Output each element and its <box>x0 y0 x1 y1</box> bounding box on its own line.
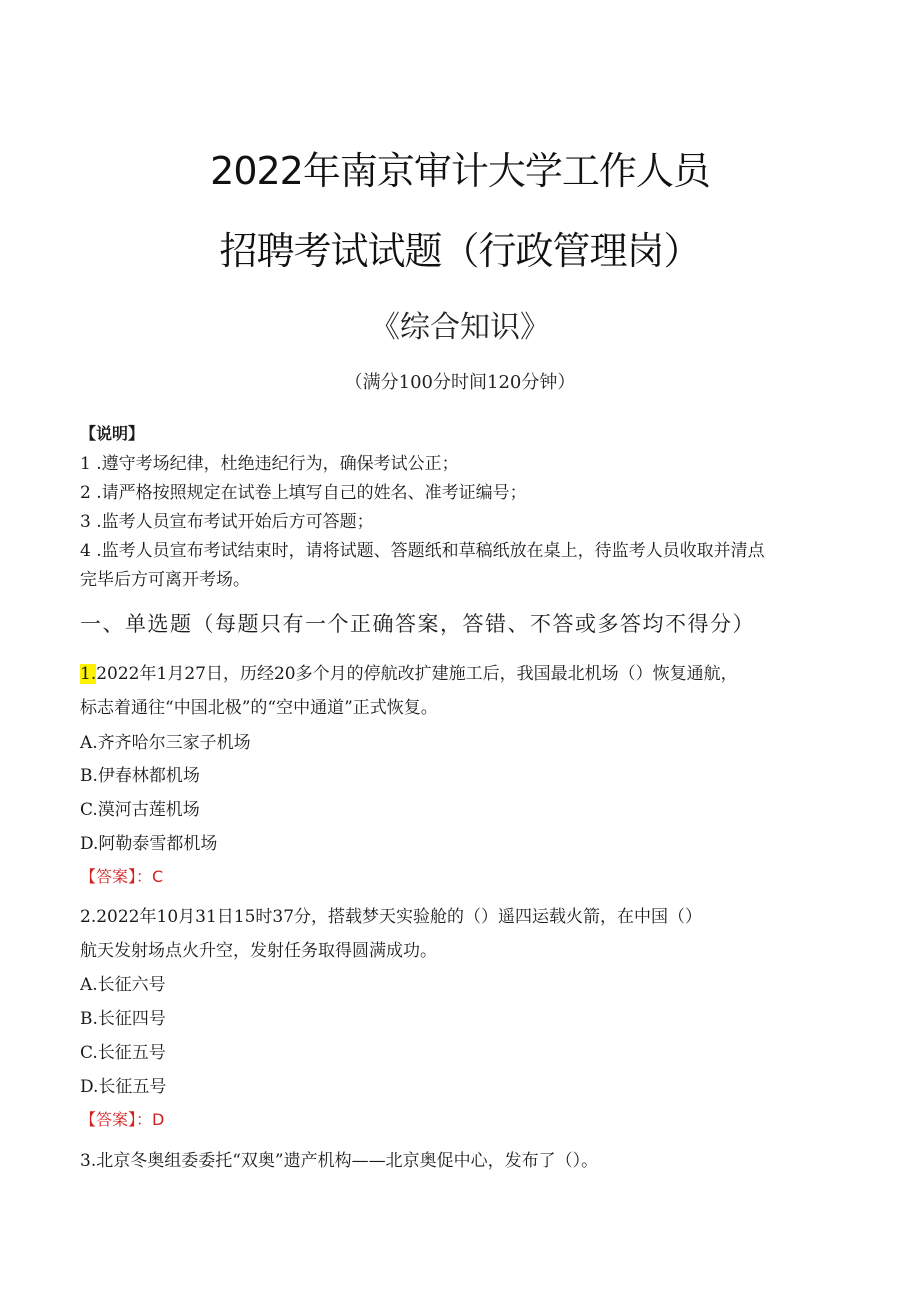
title-line-1: 2022年南京审计大学工作人员 <box>210 149 710 193</box>
question-1-number: 1. <box>80 664 97 684</box>
question-2-option-d: D.长征五号 <box>80 1077 167 1097</box>
question-1-line-1 <box>80 659 738 684</box>
question-2-number: 2. <box>80 907 97 927</box>
question-1-option-b: B.伊春林都机场 <box>80 766 200 786</box>
question-1-line-2: 标志着通往“中国北极”的“空中通道”正式恢复。 <box>80 698 438 718</box>
question-1-text: 2022年1月27日，历经20多个月的停航改扩建施工后，我国最北机场（）恢复通航， <box>96 664 738 684</box>
instruction-item-4: 4 .监考人员宣布考试结束时，请将试题、答题纸和草稿纸放在桌上，待监考人员收取并清点 <box>80 541 765 561</box>
section-title: 一、单选题（每题只有一个正确答案，答错、不答或多答均不得分） <box>80 612 755 636</box>
question-1-option-d: D.阿勒泰雪都机场 <box>80 834 218 854</box>
question-2-answer: 【答案】：D <box>80 1110 165 1129</box>
question-2-option-c: C.长征五号 <box>80 1043 166 1063</box>
question-2-option-a: A.长征六号 <box>80 975 166 995</box>
instruction-item-2: 2 .请严格按照规定在试卷上填写自己的姓名、准考证编号； <box>80 483 527 503</box>
question-3-text: 北京冬奥组委委托“双奥”遗产机构——北京奥促中心，发布了（）。 <box>96 1151 599 1171</box>
question-2-option-b: B.长征四号 <box>80 1009 166 1029</box>
title-line-2: 招聘考试试题（行政管理岗） <box>219 229 701 273</box>
instruction-item-4-cont: 完毕后方可离开考场。 <box>80 570 250 590</box>
instructions-heading: 【说明】 <box>80 424 145 443</box>
question-3-line-1 <box>80 1146 598 1171</box>
score-info: （满分100分时间120分钟） <box>344 372 576 393</box>
question-2-line-1 <box>80 902 702 927</box>
question-3-number: 3. <box>80 1151 97 1171</box>
instruction-item-1: 1 .遵守考场纪律，杜绝违纪行为，确保考试公正； <box>80 454 459 474</box>
question-1-option-a: A.齐齐哈尔三家子机场 <box>80 733 251 753</box>
question-1-answer: 【答案】：C <box>80 867 164 886</box>
question-2-line-2: 航天发射场点火升空，发射任务取得圆满成功。 <box>80 941 437 961</box>
question-2-text: 2022年10月31日15时37分，搭载梦天实验舱的（）遥四运载火箭，在中国（） <box>96 907 703 927</box>
subtitle: 《综合知识》 <box>370 310 550 345</box>
question-1-option-c: C.漠河古莲机场 <box>80 800 200 820</box>
instruction-item-3: 3 .监考人员宣布考试开始后方可答题； <box>80 512 374 532</box>
